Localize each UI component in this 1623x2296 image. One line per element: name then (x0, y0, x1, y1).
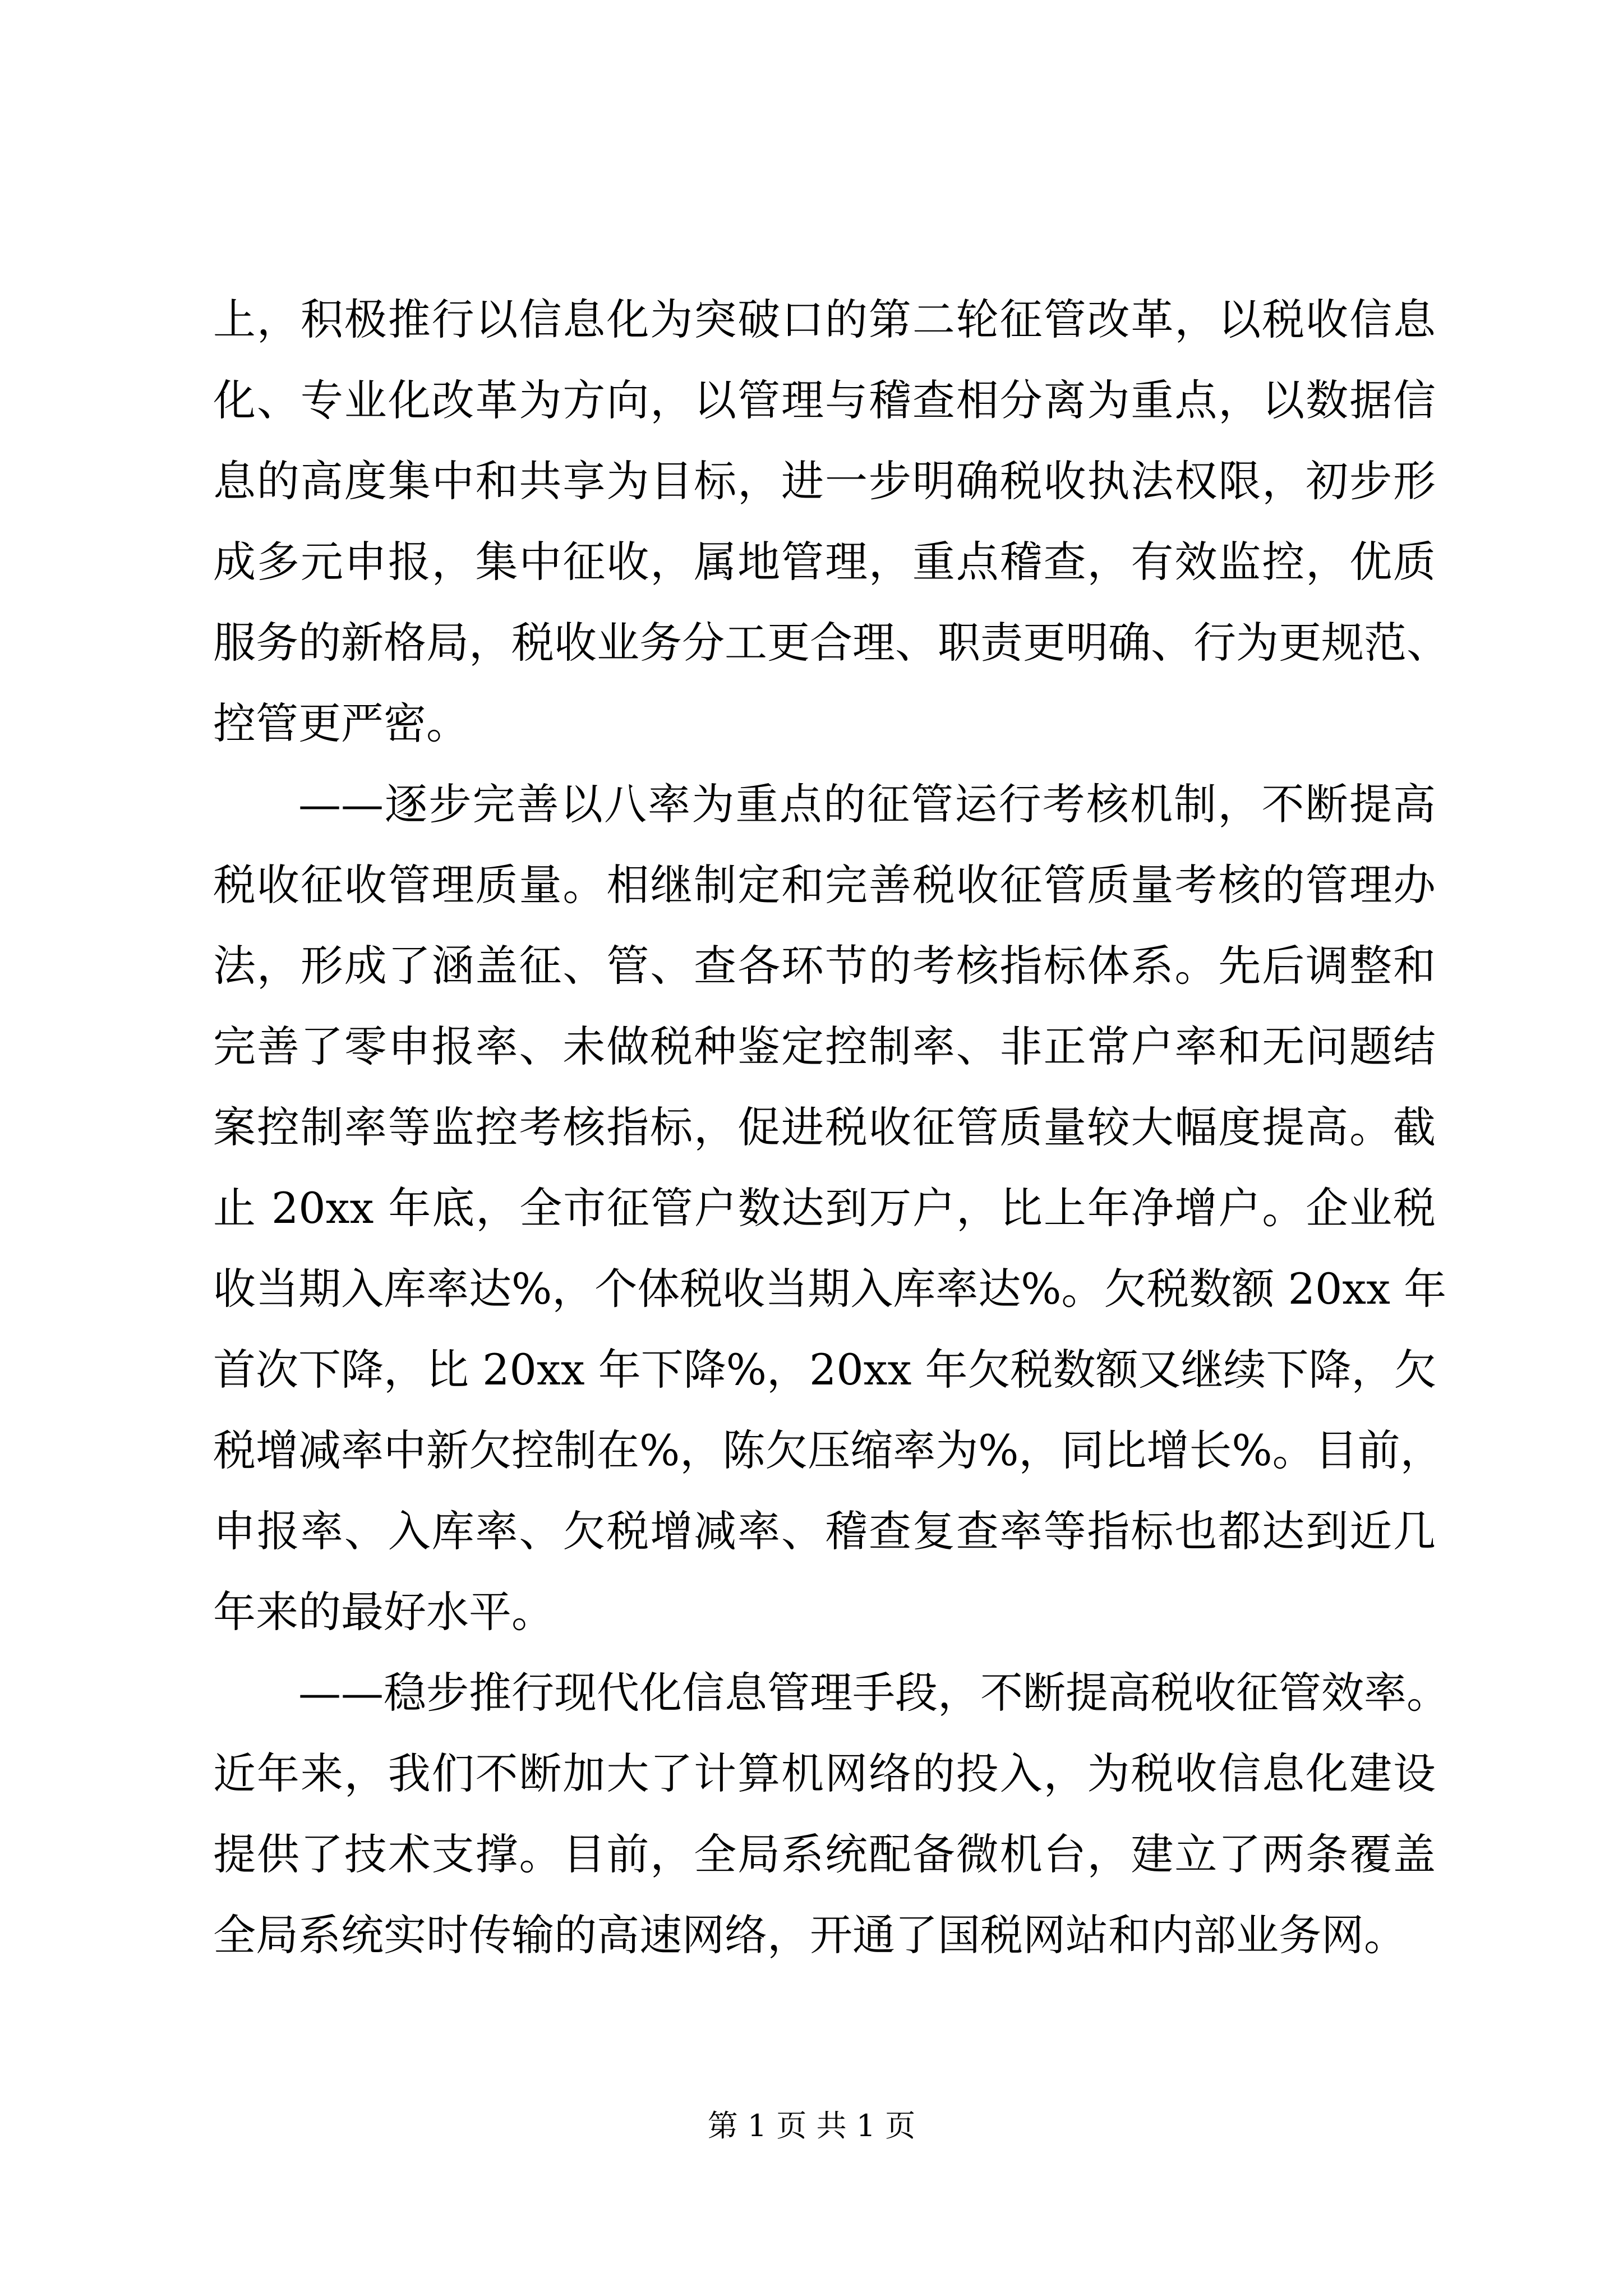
text-line: 控管更严密。 (213, 698, 469, 748)
text-line: 成多元申报，集中征收，属地管理，重点稽查，有效监控，优质 (213, 537, 1436, 587)
text-line: 首次下降，比 20xx 年下降%，20xx 年欠税数额又继续下降，欠 (213, 1345, 1437, 1395)
page-number-label: 第 1 页 共 1 页 (707, 2108, 916, 2143)
text-line: 收当期入库率达%，个体税收当期入库率达%。欠税数额 20xx 年 (213, 1264, 1447, 1314)
text-line: 案控制率等监控考核指标，促进税收征管质量较大幅度提高。截 (213, 1102, 1436, 1152)
text-line: 年来的最好水平。 (213, 1587, 554, 1637)
text-line: 税增减率中新欠控制在%，陈欠压缩率为%，同比增长%。目前， (213, 1425, 1443, 1475)
paragraph-p2 (213, 764, 1447, 1653)
text-line: 税收征收管理质量。相继制定和完善税收征管质量考核的管理办 (213, 860, 1436, 910)
text-line: 法，形成了涵盖征、管、查各环节的考核指标体系。先后调整和 (213, 941, 1436, 991)
text-line: 提供了技术支撑。目前，全局系统配备微机台，建立了两条覆盖 (213, 1829, 1436, 1879)
text-line: ——逐步完善以八率为重点的征管运行考核机制，不断提高 (298, 779, 1436, 829)
text-line: 上，积极推行以信息化为突破口的第二轮征管改革，以税收信息 (213, 295, 1436, 344)
text-line: 服务的新格局，税收业务分工更合理、职责更明确、行为更规范、 (213, 618, 1449, 668)
text-line: 化、专业化改革为方向，以管理与稽查相分离为重点，以数据信 (213, 375, 1436, 425)
text-line: 止 20xx 年底，全市征管户数达到万户，比上年净增户。企业税 (213, 1183, 1436, 1233)
text-line: 完善了零申报率、未做税种鉴定控制率、非正常户率和无问题结 (213, 1022, 1436, 1071)
text-line: 息的高度集中和共享为目标，进一步明确税收执法权限，初步形 (213, 456, 1436, 506)
paragraph-p3 (213, 1653, 1449, 1976)
document-body (213, 279, 1449, 1976)
paragraph-p1 (213, 279, 1449, 764)
page-footer (0, 2106, 1623, 2146)
text-line: ——稳步推行现代化信息管理手段，不断提高税收征管效率。 (298, 1668, 1449, 1718)
text-line: 全局系统实时传输的高速网络，开通了国税网站和内部业务网。 (213, 1910, 1407, 1960)
text-line: 申报率、入库率、欠税增减率、稽查复查率等指标也都达到近几 (213, 1506, 1436, 1556)
text-line: 近年来，我们不断加大了计算机网络的投入，为税收信息化建设 (213, 1749, 1436, 1798)
